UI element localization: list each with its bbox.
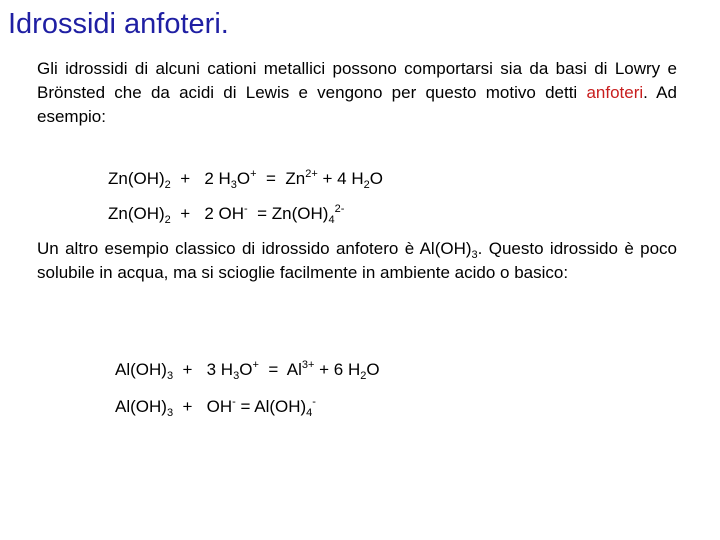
equation-text: O bbox=[236, 169, 251, 188]
equation-text: + 3 H bbox=[173, 360, 234, 379]
equation-text: = Zn(OH) bbox=[247, 204, 329, 223]
subscript: 2 bbox=[360, 370, 367, 382]
subscript: 4 bbox=[306, 407, 313, 419]
equation-text: O bbox=[239, 360, 253, 379]
subscript: 2 bbox=[363, 179, 370, 191]
equation-zn-acid bbox=[108, 167, 383, 191]
intro-text-after: . Ad esempio: bbox=[37, 83, 677, 126]
equation-text: = Al(OH) bbox=[235, 397, 307, 416]
subscript: 2 bbox=[164, 179, 171, 191]
equation-text: O bbox=[366, 360, 380, 379]
equation-text: Zn(OH) bbox=[108, 204, 165, 223]
equation-zn-base bbox=[108, 202, 344, 226]
subscript: 4 bbox=[328, 214, 335, 226]
superscript: - bbox=[232, 396, 236, 408]
equation-text: = Al bbox=[258, 360, 302, 379]
subscript: 3 bbox=[166, 370, 174, 382]
intro-paragraph bbox=[37, 57, 677, 129]
subscript: 3 bbox=[230, 179, 237, 191]
equation-text: + 4 H bbox=[317, 169, 364, 188]
equation-text: + 2 OH bbox=[170, 204, 245, 223]
page-title: Idrossidi anfoteri. bbox=[8, 8, 229, 40]
second-subscript: 3 bbox=[471, 249, 478, 261]
equation-text: O bbox=[369, 169, 384, 188]
equation-text: + 2 H bbox=[170, 169, 231, 188]
superscript: - bbox=[244, 203, 248, 215]
superscript: 3+ bbox=[301, 359, 315, 371]
superscript: 2+ bbox=[305, 168, 318, 180]
second-text-before: Un altro esempio classico di idrossido anfotero è Al(OH) bbox=[37, 239, 472, 258]
subscript: 3 bbox=[233, 370, 240, 382]
equation-text: Al(OH) bbox=[115, 360, 167, 379]
equation-text: + OH bbox=[173, 397, 233, 416]
equation-al-acid bbox=[115, 358, 380, 382]
equation-text: = Zn bbox=[256, 169, 306, 188]
superscript: + bbox=[250, 168, 257, 180]
subscript: 2 bbox=[164, 214, 171, 226]
second-text-after: . Questo idrossido è poco solubile in acqua, ma si scioglie facilmente in ambiente acido o basico: bbox=[37, 239, 677, 282]
superscript: - bbox=[312, 396, 316, 408]
equation-al-base bbox=[115, 395, 316, 419]
equation-text: Zn(OH) bbox=[108, 169, 165, 188]
equation-text: Al(OH) bbox=[115, 397, 167, 416]
equation-text: + 6 H bbox=[314, 360, 361, 379]
highlighted-term: anfoteri bbox=[586, 83, 644, 102]
superscript: + bbox=[252, 359, 259, 371]
superscript: 2- bbox=[334, 203, 345, 215]
intro-text-before: Gli idrossidi di alcuni cationi metallici possono comportarsi sia da basi di Lowry e Brönsted che da acidi di Lewis e vengono per questo motivo detti bbox=[37, 59, 677, 102]
subscript: 3 bbox=[166, 407, 174, 419]
second-paragraph bbox=[37, 237, 677, 285]
